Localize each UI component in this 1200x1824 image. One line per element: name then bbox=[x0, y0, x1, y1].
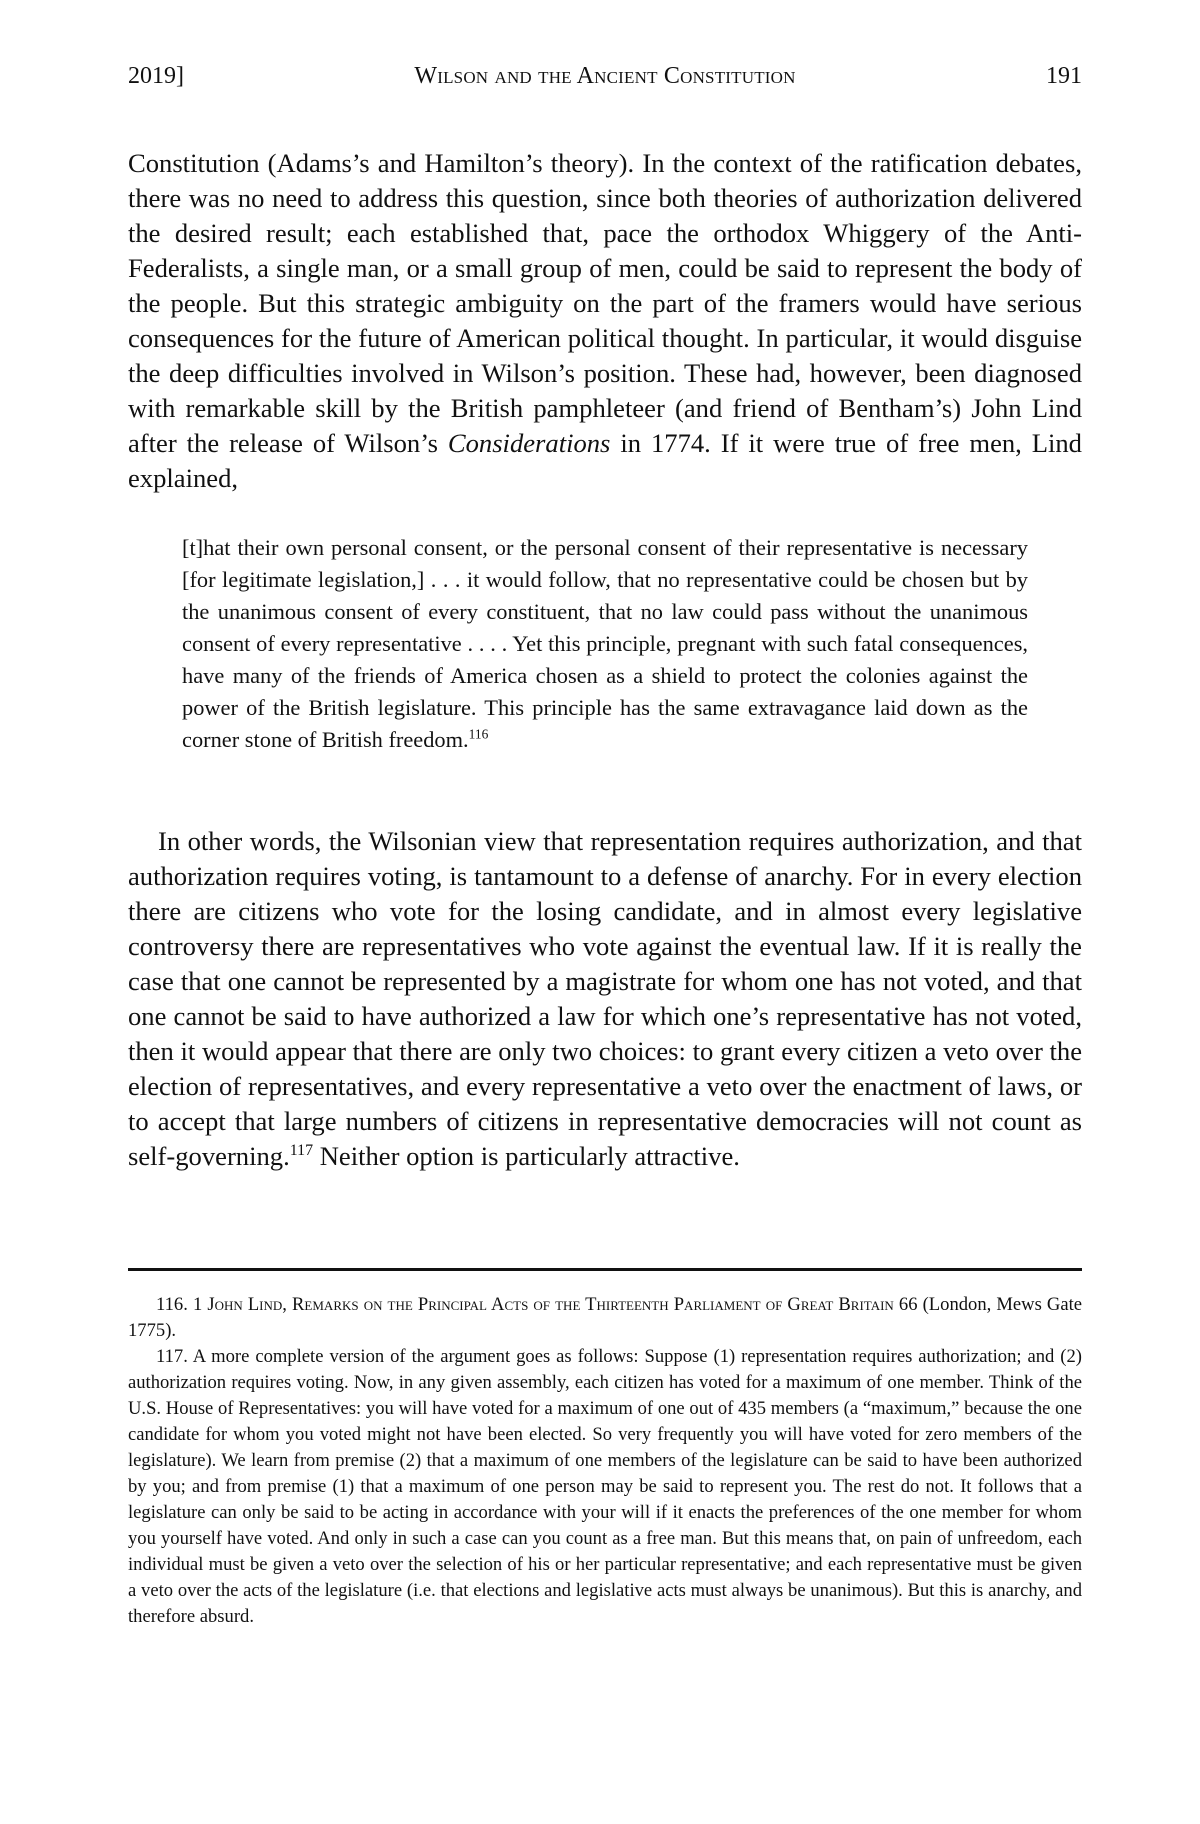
header-title: Wilson and the Ancient Constitution bbox=[414, 63, 796, 89]
footnote-citation-suffix: 66 (London, Mews Gate 1775). bbox=[128, 1294, 1082, 1341]
page-number: 191 bbox=[1046, 63, 1082, 89]
running-head bbox=[128, 56, 1082, 96]
footnote-divider bbox=[128, 1268, 1082, 1271]
block-quote bbox=[182, 532, 1028, 756]
para2-text-a: In other words, the Wilsonian view that representation requires authorization, and that authorization requires voting, is tantamount to a defense of anarchy. For in every election there are citizens who vote for the losing candidate, and in almost every legislative controversy there are representatives who vote against the eventual law. If it is really the case that one cannot be represented by a magistrate for whom one has not voted, and that one cannot be said to have authorized a law for which one’s representative has not voted, then it would appear that there are only two choices: to grant every citizen a veto over the election of representatives, and every representative a veto over the enactment of laws, or to accept that large numbers of citizens in representative democracies will not count as self-governing. bbox=[128, 826, 1082, 1171]
quote-body: [t]hat their own personal consent, or the personal consent of their representative is necessary [for legitimate legislation,] . . . it would follow, that no representative could be chosen but by the unanimous consent of every constituent, that no law could pass without the unanimous consent of every representative . . . . Yet this principle, pregnant with such fatal consequences, have many of the friends of America chosen as a shield to protect the colonies against the power of the British legislature. This principle has the same extravagance laid down as the corner stone of British freedom. bbox=[182, 535, 1028, 752]
footnote-ref-117[interactable]: 117 bbox=[289, 1142, 314, 1160]
body-paragraph-2 bbox=[128, 824, 1082, 1174]
footnote-number: 117. bbox=[156, 1346, 188, 1367]
paragraph-text bbox=[128, 146, 1082, 496]
footnote-volume: 1 bbox=[192, 1294, 203, 1315]
footnote-116 bbox=[128, 1292, 1082, 1344]
body-paragraph-1 bbox=[128, 146, 1082, 496]
footnote-citation-title: John Lind, Remarks on the Principal Acts of the Thirteenth Parliament of Great Britain bbox=[207, 1294, 894, 1315]
para1-text-a: Constitution (Adams’s and Hamilton’s theory). In the context of the ratification debates, there was no need to address this question, since both theories of authorization delivered the desired result; each established that, pace the orthodox Whiggery of the Anti-Federalists, a single man, or a small group of men, could be said to represent the body of the people. But this strategic ambiguity on the part of the framers would have serious consequences for the future of American political thought. In particular, it would disguise the deep difficulties involved in Wilson’s position. These had, however, been diagnosed with remarkable skill by the British pamphleteer (and friend of Bentham’s) John Lind after the release of Wilson’s bbox=[128, 148, 1082, 458]
footnotes bbox=[128, 1292, 1082, 1630]
footnote-ref-116[interactable]: 116 bbox=[468, 726, 489, 742]
footnote-117 bbox=[128, 1344, 1082, 1630]
quote-text bbox=[182, 532, 1028, 756]
footnote-text: A more complete version of the argument goes as follows: Suppose (1) representation requires authorization; and (2) authorization requires voting. Now, in any given assembly, each citizen has voted for a maximum of one member. Think of the U.S. House of Representatives: you will have voted for a maximum of one out of 435 members (a “maximum,” because the one candidate for whom you voted might not have been elected. So very frequently you will have voted for zero members of the legislature). We learn from premise (2) that a maximum of one members of the legislature can be said to have been authorized by you; and from premise (1) that a maximum of one person may be said to represent you. The rest do not. It follows that a legislature can only be said to be acting in accordance with your will if it enacts the preferences of the one member for whom you yourself have voted. And only in such a case can you count as a free man. But this means that, on pain of unfreedom, each individual must be given a veto over the selection of his or her particular representative; and each representative must be given a veto over the acts of the legislature (i.e. that elections and legislative acts must always be unanimous). But this is anarchy, and therefore absurd. bbox=[128, 1346, 1082, 1627]
book-title-considerations: Considerations bbox=[447, 428, 611, 458]
para1-text-b: in 1774. If it were true of free men, Lind explained, bbox=[128, 428, 1082, 493]
header-year: 2019] bbox=[128, 63, 184, 89]
para2-text-b: Neither option is particularly attractive. bbox=[313, 1141, 740, 1171]
paragraph-text bbox=[128, 824, 1082, 1174]
footnote-number: 116. bbox=[156, 1294, 188, 1315]
